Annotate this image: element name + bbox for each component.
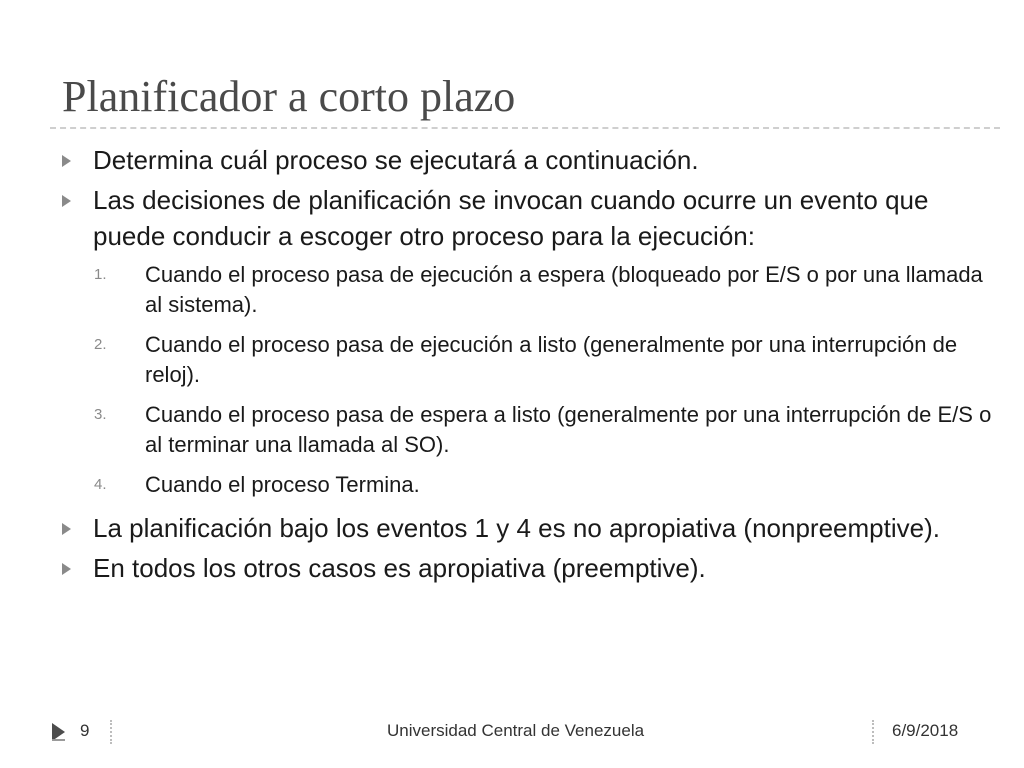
sublist-item bbox=[62, 330, 992, 390]
footer-date: 6/9/2018 bbox=[892, 721, 959, 740]
slide-content bbox=[62, 142, 992, 590]
footer-institution: Universidad Central de Venezuela bbox=[387, 721, 645, 740]
bullet-item bbox=[62, 182, 992, 254]
sublist-number: 3. bbox=[94, 406, 107, 423]
slide-footer bbox=[0, 712, 1024, 752]
sublist-text: Cuando el proceso pasa de espera a listo (generalmente por una interrupción de E/S o al terminar una llamada al SO). bbox=[145, 402, 992, 457]
footer-divider bbox=[872, 720, 874, 744]
bullet-item bbox=[62, 510, 992, 546]
bullet-text: En todos los otros casos es apropiativa (preemptive). bbox=[93, 553, 706, 583]
bullet-text: Determina cuál proceso se ejecutará a continuación. bbox=[93, 145, 699, 175]
title-divider bbox=[50, 127, 1000, 129]
sublist-text: Cuando el proceso pasa de ejecución a espera (bloqueado por E/S o por una llamada al sistema). bbox=[145, 262, 983, 317]
footer-underline-icon bbox=[52, 739, 65, 741]
sublist-number: 4. bbox=[94, 476, 107, 493]
sublist-number: 1. bbox=[94, 266, 107, 283]
sublist-item bbox=[62, 470, 992, 500]
footer-divider bbox=[110, 720, 112, 744]
bullet-arrow-icon bbox=[62, 523, 71, 535]
numbered-sublist bbox=[62, 260, 992, 500]
page-number: 9 bbox=[80, 721, 90, 740]
sublist-item bbox=[62, 260, 992, 320]
bullet-arrow-icon bbox=[62, 195, 71, 207]
bullet-item bbox=[62, 142, 992, 178]
bullet-arrow-icon bbox=[62, 563, 71, 575]
sublist-text: Cuando el proceso pasa de ejecución a listo (generalmente por una interrupción de reloj). bbox=[145, 332, 958, 387]
bullet-text: Las decisiones de planificación se invocan cuando ocurre un evento que puede conducir a escoger otro proceso para la ejecución: bbox=[93, 185, 929, 251]
bullet-text: La planificación bajo los eventos 1 y 4 es no apropiativa (nonpreemptive). bbox=[93, 513, 940, 543]
bullet-item bbox=[62, 550, 992, 586]
bullet-arrow-icon bbox=[62, 155, 71, 167]
sublist-number: 2. bbox=[94, 336, 107, 353]
sublist-text: Cuando el proceso Termina. bbox=[145, 472, 420, 497]
slide-title: Planificador a corto plazo bbox=[62, 72, 516, 121]
sublist-item bbox=[62, 400, 992, 460]
